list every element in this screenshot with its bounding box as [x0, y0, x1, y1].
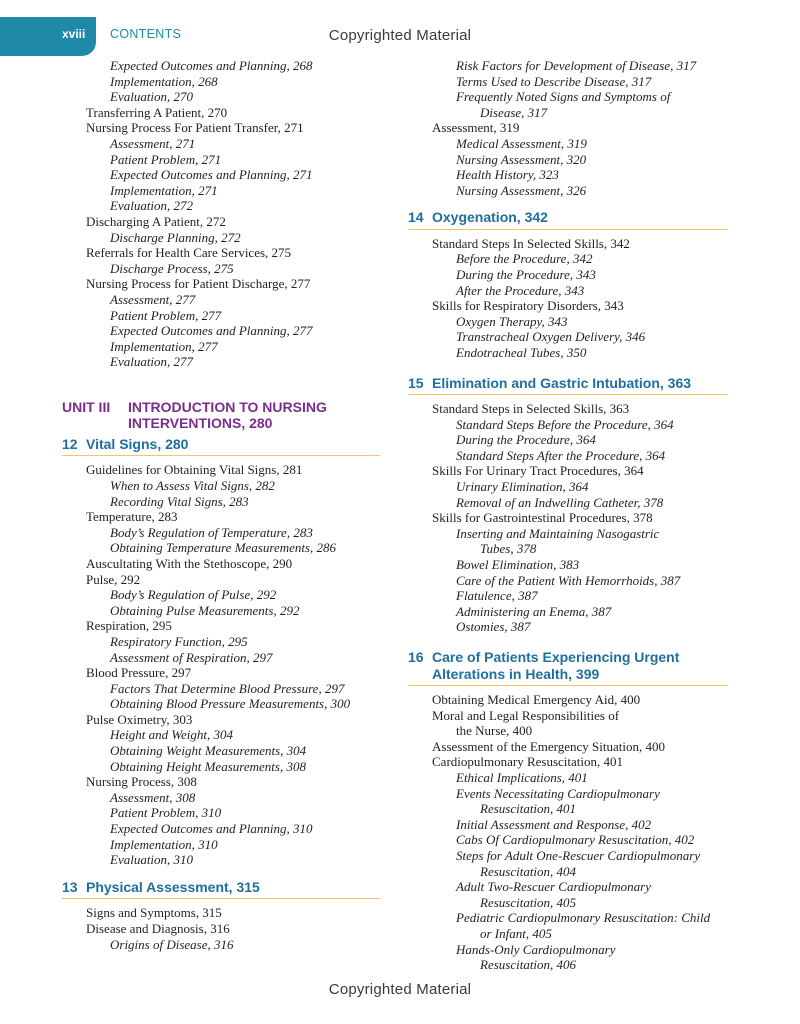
watermark-top: Copyrighted Material: [328, 27, 472, 44]
toc-entry[interactable]: Factors That Determine Blood Pressure, 297: [110, 680, 345, 696]
toc-entry[interactable]: Disease and Diagnosis, 316: [86, 920, 230, 936]
chapter-number: 13: [62, 878, 78, 895]
chapter-title-line1: Care of Patients Experiencing Urgent: [432, 649, 680, 665]
toc-entry[interactable]: Pediatric Cardiopulmonary Resuscitation: Child: [456, 910, 711, 926]
toc-entry[interactable]: Resuscitation, 406: [480, 957, 577, 973]
toc-entry[interactable]: the Nurse, 400: [456, 723, 533, 739]
toc-entry[interactable]: Evaluation, 272: [110, 198, 194, 214]
toc-entry[interactable]: Implementation, 271: [110, 182, 218, 198]
toc-left-column: [62, 58, 380, 952]
toc-entry[interactable]: Obtaining Blood Pressure Measurements, 300: [110, 696, 351, 712]
toc-entry[interactable]: Removal of an Indwelling Catheter, 378: [456, 494, 664, 510]
toc-entry[interactable]: Tubes, 378: [480, 541, 537, 557]
toc-entry[interactable]: Implementation, 277: [110, 338, 218, 354]
chapter-title: Elimination and Gastric Intubation, 363: [432, 374, 692, 391]
toc-entry[interactable]: Origins of Disease, 316: [110, 936, 234, 952]
toc-entry[interactable]: Resuscitation, 404: [480, 863, 577, 879]
unit-title-line2: INTERVENTIONS, 280: [128, 415, 273, 432]
unit-title-line1: INTRODUCTION TO NURSING: [128, 398, 327, 415]
toc-entry[interactable]: Standard Steps in Selected Skills, 363: [432, 401, 630, 417]
toc-entry[interactable]: Ethical Implications, 401: [456, 769, 588, 785]
toc-entry[interactable]: Health History, 323: [456, 167, 559, 183]
toc-entry[interactable]: Obtaining Medical Emergency Aid, 400: [432, 692, 641, 707]
toc-entry[interactable]: Adult Two-Rescuer Cardiopulmonary: [456, 879, 651, 895]
toc-entry[interactable]: Height and Weight, 304: [110, 727, 234, 743]
toc-entry[interactable]: Obtaining Height Measurements, 308: [110, 758, 306, 774]
chapter-heading[interactable]: [408, 209, 728, 230]
toc-entry[interactable]: Ostomies, 387: [456, 619, 531, 635]
section-label: CONTENTS: [110, 27, 182, 41]
toc-entry[interactable]: Administering an Enema, 387: [456, 603, 612, 619]
toc-entry[interactable]: Resuscitation, 401: [480, 801, 577, 817]
toc-entry[interactable]: Assessment of the Emergency Situation, 400: [432, 738, 666, 754]
toc-entry[interactable]: Expected Outcomes and Planning, 268: [110, 58, 313, 73]
toc-entry[interactable]: Guidelines for Obtaining Vital Signs, 281: [86, 462, 303, 478]
chapter-number: 15: [408, 374, 424, 391]
entry-list: [62, 58, 380, 370]
toc-entry[interactable]: Urinary Elimination, 364: [456, 479, 589, 495]
toc-entry[interactable]: Bowel Elimination, 383: [456, 557, 580, 573]
toc-entry[interactable]: Endotracheal Tubes, 350: [456, 345, 587, 360]
toc-entry[interactable]: Expected Outcomes and Planning, 277: [110, 323, 313, 339]
toc-entry[interactable]: Evaluation, 310: [110, 852, 194, 868]
toc-entry[interactable]: Body’s Regulation of Pulse, 292: [110, 587, 277, 603]
toc-entry[interactable]: Standard Steps In Selected Skills, 342: [432, 235, 630, 251]
toc-entry[interactable]: Hands-Only Cardiopulmonary: [456, 941, 616, 957]
toc-entry[interactable]: Events Necessitating Cardiopulmonary: [456, 785, 660, 801]
toc-entry[interactable]: Steps for Adult One-Rescuer Cardiopulmonary: [456, 847, 701, 863]
chapter-number: 16: [408, 649, 424, 665]
toc-entry[interactable]: Discharge Planning, 272: [110, 229, 241, 245]
toc-entry[interactable]: Patient Problem, 277: [110, 307, 222, 323]
toc-entry[interactable]: Assessment, 277: [110, 291, 196, 307]
toc-entry[interactable]: Frequently Noted Signs and Symptoms of: [456, 89, 671, 105]
toc-entry[interactable]: Moral and Legal Responsibilities of: [432, 707, 620, 723]
toc-entry[interactable]: Medical Assessment, 319: [456, 135, 587, 151]
chapter-title: Physical Assessment, 315: [86, 878, 260, 895]
toc-entry[interactable]: Patient Problem, 271: [110, 151, 222, 167]
toc-entry[interactable]: Cabs Of Cardiopulmonary Resuscitation, 402: [456, 832, 695, 848]
toc-entry[interactable]: Assessment of Respiration, 297: [110, 649, 273, 665]
chapter-heading[interactable]: [408, 375, 728, 396]
toc-entry[interactable]: Cardiopulmonary Resuscitation, 401: [432, 754, 624, 770]
toc-entry[interactable]: Blood Pressure, 297: [86, 665, 192, 681]
chapter-number: 14: [408, 209, 424, 226]
toc-entry[interactable]: Skills for Gastrointestinal Procedures, 378: [432, 510, 653, 526]
toc-entry[interactable]: Auscultating With the Stethoscope, 290: [86, 555, 293, 571]
chapter-heading[interactable]: [62, 436, 380, 457]
toc-entry[interactable]: Respiration, 295: [86, 618, 172, 634]
toc-entry[interactable]: Temperature, 283: [86, 509, 178, 525]
watermark-bottom: Copyrighted Material: [328, 981, 472, 998]
toc-entry[interactable]: Obtaining Temperature Measurements, 286: [110, 540, 337, 556]
toc-entry[interactable]: Expected Outcomes and Planning, 310: [110, 821, 313, 837]
toc-entry[interactable]: Discharge Process, 275: [110, 260, 234, 276]
toc-entry[interactable]: Skills for Respiratory Disorders, 343: [432, 298, 624, 314]
entry-list: [408, 58, 728, 198]
toc-entry[interactable]: Signs and Symptoms, 315: [86, 905, 222, 921]
toc-entry[interactable]: Patient Problem, 310: [110, 805, 222, 821]
toc-entry[interactable]: Initial Assessment and Response, 402: [456, 816, 652, 832]
entry-list: [408, 236, 728, 361]
toc-entry[interactable]: When to Assess Vital Signs, 282: [110, 477, 275, 493]
toc-entry[interactable]: Transferring A Patient, 270: [86, 104, 228, 120]
toc-entry[interactable]: Standard Steps Before the Procedure, 364: [456, 416, 674, 432]
toc-entry[interactable]: Obtaining Weight Measurements, 304: [110, 743, 307, 759]
toc-entry[interactable]: Recording Vital Signs, 283: [110, 493, 249, 509]
toc-entry[interactable]: After the Procedure, 343: [456, 282, 585, 298]
toc-entry[interactable]: Body’s Regulation of Temperature, 283: [110, 524, 313, 540]
toc-entry[interactable]: Discharging A Patient, 272: [86, 213, 226, 229]
toc-entry[interactable]: Standard Steps After the Procedure, 364: [456, 447, 666, 463]
toc-entry[interactable]: Flatulence, 387: [456, 588, 538, 604]
toc-entry[interactable]: Nursing Process, 308: [86, 774, 197, 790]
toc-entry[interactable]: Resuscitation, 405: [480, 894, 577, 910]
entry-list: [408, 401, 728, 635]
toc-entry[interactable]: Obtaining Pulse Measurements, 292: [110, 602, 300, 618]
toc-entry[interactable]: During the Procedure, 364: [456, 432, 596, 448]
toc-entry[interactable]: Expected Outcomes and Planning, 271: [110, 167, 313, 183]
toc-entry[interactable]: Disease, 317: [480, 104, 548, 120]
toc-entry[interactable]: Assessment, 271: [110, 135, 196, 151]
toc-entry[interactable]: Terms Used to Describe Disease, 317: [456, 73, 652, 89]
toc-entry[interactable]: Before the Procedure, 342: [456, 251, 593, 267]
chapter-heading[interactable]: [408, 649, 728, 686]
unit-number: UNIT III: [62, 398, 111, 415]
toc-entry[interactable]: Nursing Process for Patient Discharge, 277: [86, 276, 311, 292]
toc-entry[interactable]: Inserting and Maintaining Nasogastric: [456, 525, 660, 541]
toc-entry[interactable]: Care of the Patient With Hemorrhoids, 387: [456, 572, 681, 588]
chapter-title: Vital Signs, 280: [86, 435, 189, 452]
toc-right-column: [408, 58, 728, 973]
entry-list: [408, 692, 728, 973]
toc-entry[interactable]: Skills For Urinary Tract Procedures, 364: [432, 463, 644, 479]
toc-entry[interactable]: Nursing Assessment, 326: [456, 182, 587, 198]
chapter-number: 12: [62, 435, 78, 452]
toc-entry[interactable]: Transtracheal Oxygen Delivery, 346: [456, 329, 646, 345]
toc-entry[interactable]: Nursing Process For Patient Transfer, 271: [86, 120, 304, 136]
toc-entry[interactable]: Nursing Assessment, 320: [456, 151, 587, 167]
toc-entry[interactable]: Assessment, 319: [432, 120, 520, 136]
toc-entry[interactable]: Implementation, 310: [110, 836, 218, 852]
chapter-title: Oxygenation, 342: [432, 209, 548, 226]
page-number: xviii: [62, 27, 86, 41]
toc-entry[interactable]: During the Procedure, 343: [456, 267, 596, 283]
toc-entry[interactable]: or Infant, 405: [480, 925, 552, 941]
chapter-heading[interactable]: [62, 879, 380, 900]
toc-entry[interactable]: Evaluation, 277: [110, 354, 194, 370]
unit-heading: [62, 399, 380, 432]
toc-entry[interactable]: Evaluation, 270: [110, 89, 194, 105]
toc-entry[interactable]: Implementation, 268: [110, 73, 218, 89]
toc-entry[interactable]: Oxygen Therapy, 343: [456, 313, 568, 329]
toc-entry[interactable]: Referrals for Health Care Services, 275: [86, 245, 292, 261]
entry-list: [62, 462, 380, 867]
toc-entry[interactable]: Pulse, 292: [86, 571, 141, 587]
chapter-title-line2: Alterations in Health, 399: [432, 665, 600, 682]
entry-list: [62, 905, 380, 952]
toc-entry[interactable]: Respiratory Function, 295: [110, 633, 248, 649]
toc-entry[interactable]: Pulse Oximetry, 303: [86, 711, 193, 727]
toc-entry[interactable]: Assessment, 308: [110, 789, 196, 805]
toc-entry[interactable]: Risk Factors for Development of Disease, 317: [456, 58, 697, 73]
